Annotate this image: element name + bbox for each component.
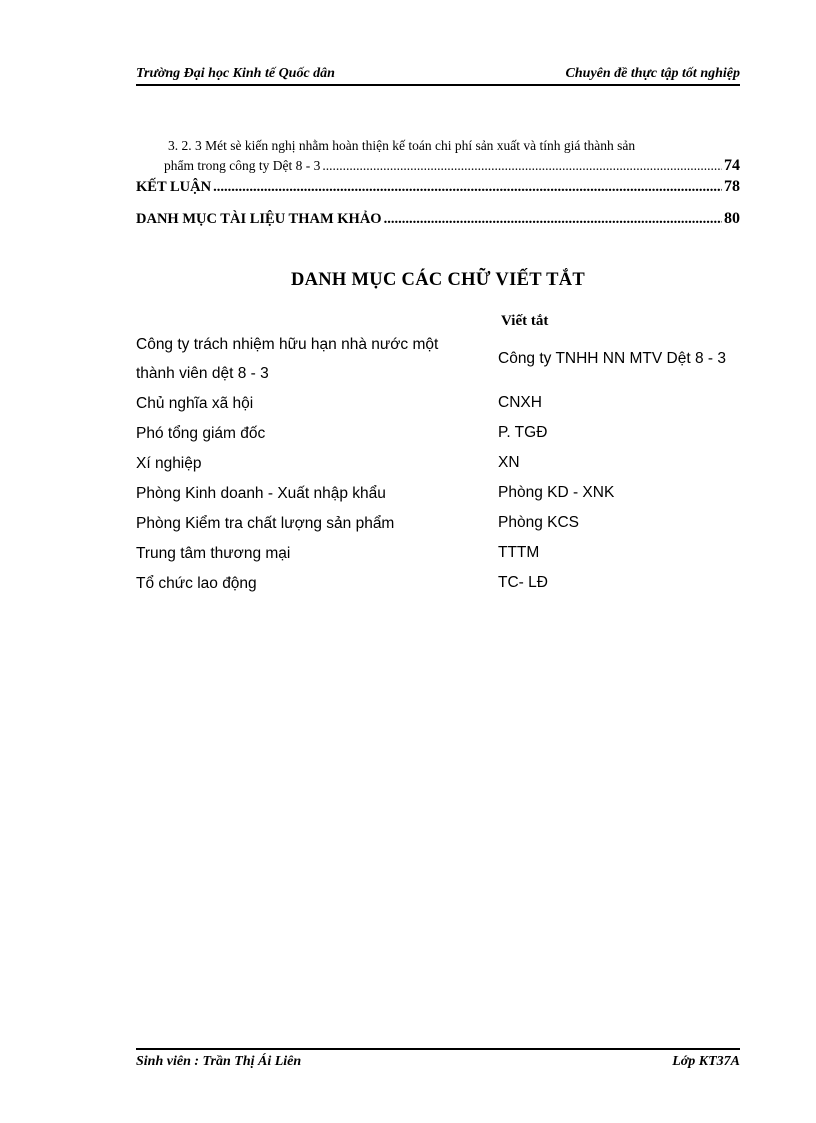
abbreviation-full-term: Phòng Kinh doanh - Xuất nhập khẩu	[136, 484, 386, 502]
toc-entry-title: DANH MỤC TÀI LIỆU THAM KHẢO	[136, 211, 382, 227]
abbreviation-short: TC- LĐ	[498, 574, 548, 591]
page-footer	[136, 1048, 740, 1070]
toc-leader-dots	[213, 179, 722, 196]
abbreviation-short: CNXH	[498, 394, 542, 411]
abbreviation-row	[136, 330, 776, 388]
toc-page-number: 74	[724, 157, 740, 174]
abbreviation-row	[136, 418, 776, 448]
toc-entry-line1: 3. 2. 3 Mét sè kiến nghị nhằm hoàn thiện kế toán chi phí sản xuất và tính giá thành sản	[168, 138, 636, 153]
toc-leader-dots	[384, 211, 722, 228]
abbreviation-short: Công ty TNHH NN MTV Dệt 8 - 3	[498, 350, 726, 367]
abbreviation-short: P. TGĐ	[498, 424, 548, 441]
abbreviation-row	[136, 388, 776, 418]
abbreviations-list	[136, 330, 776, 598]
toc-entry-conclusion[interactable]	[136, 178, 740, 208]
table-of-contents	[136, 136, 740, 240]
toc-entry-line2: phẩm trong công ty Dệt 8 - 3	[164, 158, 321, 173]
toc-entry-3-2-3[interactable]	[136, 136, 740, 176]
abbreviation-short: TTTM	[498, 544, 540, 561]
toc-entry-references[interactable]	[136, 210, 740, 240]
abbreviation-row	[136, 478, 776, 508]
toc-page-number: 78	[724, 178, 740, 195]
abbreviation-full-term: Chủ nghĩa xã hội	[136, 394, 254, 412]
abbreviation-full-term: Phó tổng giám đốc	[136, 424, 266, 442]
toc-leader-dots	[322, 156, 722, 176]
page-header	[136, 66, 740, 86]
abbreviation-short: Phòng KCS	[498, 514, 579, 531]
footer-class: Lớp KT37A	[672, 1054, 740, 1069]
abbreviation-short: Phòng KD - XNK	[498, 484, 615, 501]
header-school: Trường Đại học Kinh tế Quốc dân	[136, 66, 335, 81]
abbreviation-short: XN	[498, 454, 520, 471]
abbreviation-row	[136, 538, 776, 568]
abbreviation-full-term: Công ty trách nhiệm hữu hạn nhà nước một thành viên dệt 8 - 3	[136, 336, 439, 382]
abbreviation-full-term: Xí nghiệp	[136, 454, 202, 472]
header-report-type: Chuyên đề thực tập tốt nghiệp	[565, 66, 740, 81]
abbreviation-full-term: Phòng Kiểm tra chất lượng sản phẩm	[136, 514, 395, 532]
abbreviation-full-term: Tổ chức lao động	[136, 574, 257, 592]
abbreviation-row	[136, 448, 776, 478]
abbreviation-column-header: Viết tắt	[501, 313, 549, 329]
abbreviation-row	[136, 508, 776, 538]
footer-student: Sinh viên : Trần Thị Ái Liên	[136, 1054, 302, 1069]
abbreviation-row	[136, 568, 776, 598]
abbreviation-full-term: Trung tâm thương mại	[136, 544, 291, 562]
abbreviations-title: DANH MỤC CÁC CHỮ VIẾT TẮT	[290, 270, 586, 290]
toc-page-number: 80	[724, 210, 740, 227]
toc-entry-title: KẾT LUẬN	[136, 179, 212, 195]
